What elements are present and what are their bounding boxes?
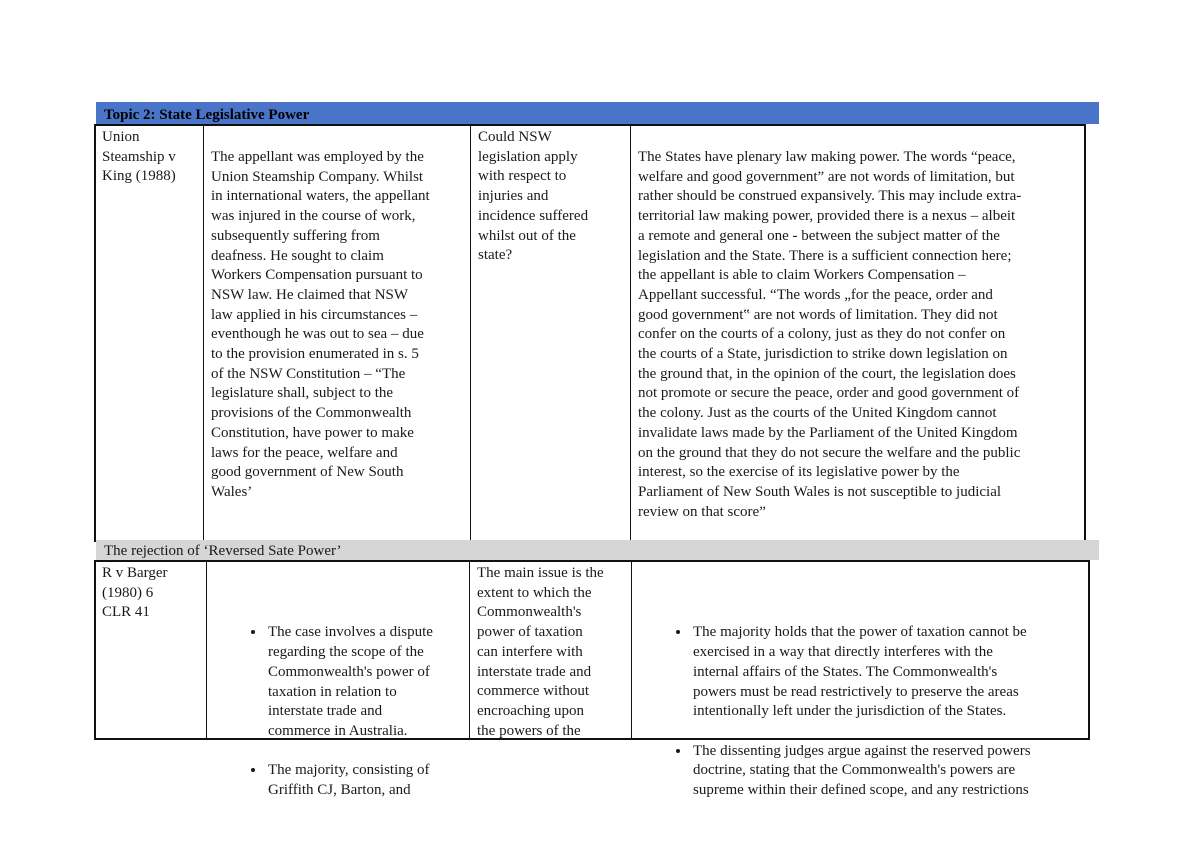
list-item: • The majority holds that the power of taxation cannot be exercised in a way that directly interferes with the internal affairs of the States. The Commonwealth's powers must be read restrictively to preserve the areas intentionally left under the jurisdiction of the States. — [691, 623, 1087, 722]
holding-cell — [665, 584, 1087, 840]
column-divider — [630, 126, 631, 540]
facts-cell: The appellant was employed by the Union Steamship Company. Whilst in international waters, the appellant was injured in the course of work, subsequently suffering from deafness. He sought to claim Workers Compensation pursuant to NSW law. He claimed that NSW law applied in his circumstances – eventhough he was out to sea – due to the provision enumerated in s. 5 of the NSW Constitution – “The legislature shall, subject to the provisions of the Commonwealth Constitution, have power to make laws for the peace, welfare and good government of New South Wales’ — [211, 149, 430, 500]
column-divider — [631, 562, 632, 738]
column-divider — [206, 562, 207, 738]
column-divider — [470, 126, 471, 540]
section-heading-reserved-power: The rejection of ‘Reversed Sate Power’ — [96, 540, 1099, 560]
section-heading-topic-2: Topic 2: State Legislative Power — [96, 102, 1099, 124]
issue-cell: The main issue is the extent to which the Commonwealth's power of taxation can interfere with interstate trade and commerce without encroaching upon the powers of the — [477, 565, 604, 739]
list-item: • The dissenting judges argue against the reserved powers doctrine, stating that the Commonwealth's powers are supreme within their defined scope, and any restrictions — [691, 742, 1087, 801]
issue-cell: Could NSW legislation apply with respect to injuries and incidence suffered whilst out of the state? — [478, 129, 589, 264]
case-table-union-steamship — [94, 124, 1086, 542]
list-item: • The majority, consisting of Griffith CJ, Barton, and — [266, 761, 466, 800]
case-name-cell: R v Barger (1980) 6 CLR 41 — [102, 565, 168, 621]
case-name-cell: Union Steamship v King (1988) — [102, 129, 176, 185]
holding-cell: The States have plenary law making power. The words “peace, welfare and good government” are not words of limitation, but rather should be construed expansively. This may include extra- territorial law making power, provided there is a nexus – albeit a remote and general one - between the subject matter of the legislation and the State. There is a sufficient connection here; the appellant is able to claim Workers Compensation – Appellant successful. “The words „for the peace, order and good government‟ are not words of limitation. They did not confer on the courts of a colony, just as they do not confer on the courts of a State, jurisdiction to strike down legislation on the ground that, in the opinion of the court, the legislation does not promote or secure the peace, order and good government of the colony. Just as the courts of the United Kingdom cannot invalidate laws made by the Parliament of the United Kingdom on the ground that they do not secure the welfare and the public interest, so the exercise of its legislative power by the Parliament of New South Wales is not susceptible to judicial review on that score” — [638, 149, 1022, 520]
column-divider — [203, 126, 204, 540]
list-item: • The case involves a dispute regarding the scope of the Commonwealth's power of taxation in relation to interstate trade and commerce in Australia. — [266, 623, 466, 741]
case-table-r-v-barger — [94, 560, 1090, 799]
facts-cell — [240, 584, 466, 840]
column-divider — [469, 562, 470, 738]
